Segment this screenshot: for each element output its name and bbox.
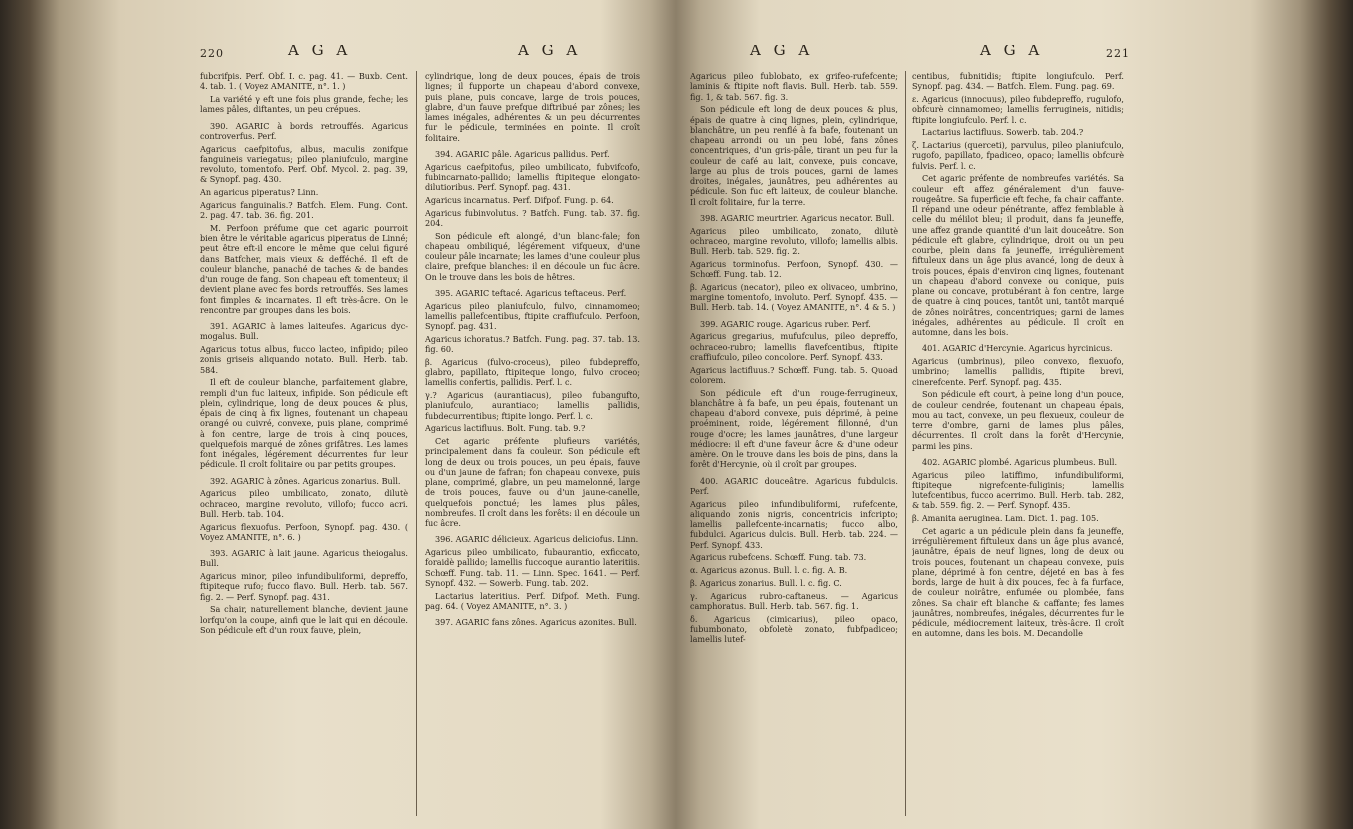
paragraph: Son pédicule eft long de deux pouces & plus, épais de quatre à cinq lignes, plein, cylindrique, blanchâtre, un peu renflé à fa bafe, foutenant un chapeau arrondi ou un peu lobé, fans zônes concentriques, d'un gris-pâle, tirant un peu fur la couleur de café au lait, convexe, puis concave, large au plus de trois pouces, garni de lames droites, inégales, jaunâtres, peu adhérentes au pédicule. Son fuc eft laiteux, de couleur blanche. Il croît folitaire, fur la terre.	[690, 104, 898, 207]
left-column-2	[425, 71, 640, 816]
paragraph: Agaricus totus albus, fucco lacteo, infipido; pileo zonis griseis aliquando notato. Bull. Herb. tab. 584.	[200, 344, 408, 375]
paragraph: Agaricus ichoratus.? Batfch. Fung. pag. 37. tab. 13. fig. 60.	[425, 333, 640, 354]
paragraph: Agaricus fubinvolutus. ? Batfch. Fung. tab. 37. fig. 204.	[425, 207, 640, 228]
paragraph: Agaricus lactifluus. Bolt. Fung. tab. 9.?	[425, 423, 586, 434]
paragraph: Agaricus incarnatus. Perf. Difpof. Fung. p. 64.	[425, 194, 614, 205]
paragraph: Lactarius lateritius. Perf. Difpof. Meth. Fung. pag. 64. ( Voyez AMANITE, n°. 3. )	[425, 590, 640, 611]
paragraph: β. Agaricus zonarius. Bull. l. c. fig. C.	[690, 577, 842, 588]
paragraph: 391. AGARIC à lames laiteufes. Agaricus dyc-mogalus. Bull.	[200, 321, 408, 342]
paragraph: 393. AGARIC à lait jaune. Agaricus theiogalus. Bull.	[200, 548, 408, 569]
paragraph: Agaricus pileo infundibuliformi, rufefcente, aliquando zonis nigris, concentricis infcripto; lamellis pallefcente-incarnatis; fucco albo, fubdulci. Agaricus dulcis. Bull. Herb. tab. 224. — Perf. Synopf. 433.	[690, 498, 898, 550]
paragraph: Agaricus pileo planiufculo, fulvo, cinnamomeo; lamellis pallefcentibus, ftipite craffiufculo. Perfoon, Synopf. pag. 431.	[425, 300, 640, 331]
left-page	[200, 45, 650, 820]
paragraph: Cet agaric a un pédicule plein dans fa jeuneffe, irrégulièrement fiftuleux dans un âge plus avancé, jaunâtre, épais de neuf lignes, long de deux ou trois pouces, foutenant un chapeau convexe, puis plane, déprimé à fon centre, déjeté en bas à fes bords, large de huit à dix pouces, fec à fa furface, de couleur noirâtre, enfumée ou plombée, fans zônes. Sa chair eft blanche & caffante; fes lames jaunâtres, nombreufes, inégales, décurrentes fur le pédicule, médiocrement laiteux, très-âcre. Il croît en automne, dans les bois. M. Decandolle	[912, 525, 1124, 639]
paragraph: β. Amanita aeruginea. Lam. Dict. 1. pag. 105.	[912, 513, 1099, 523]
right-column-2	[912, 71, 1124, 816]
paragraph: 397. AGARIC fans zônes. Agaricus azonites. Bull.	[435, 617, 637, 627]
paragraph: 399. AGARIC rouge. Agaricus ruber. Perf.	[700, 318, 871, 329]
paragraph: 394. AGARIC pâle. Agaricus pallidus. Perf.	[435, 148, 610, 159]
paragraph: cylindrique, long de deux pouces, épais de trois lignes; il fupporte un chapeau d'abord convexe, puis plane, puis concave, large de trois pouces, glabre, d'un fauve prefque diftribué par zônes; les lames inégales, adhérentes & un peu décurrentes fur le pédicule, terminées en pointe. Il croît folitaire.	[425, 71, 640, 143]
paragraph: 390. AGARIC à bords retrouffés. Agaricus controverfus. Perf.	[200, 120, 408, 141]
paragraph: Agaricus caefpitofus, albus, maculis zonifque fanguineis variegatus; pileo planiufculo, margine revoluto, tomentofo. Perf. Obf. Mycol. 2. pag. 39, & Synopf. pag. 430.	[200, 143, 408, 185]
paragraph: ζ. Lactarius (querceti), parvulus, pileo planiufculo, rugofo, papillato, fpadiceo, opaco; lamellis obfcurè fulvis. Perf. l. c.	[912, 140, 1124, 171]
running-title-left-1: A G A	[288, 45, 352, 59]
paragraph: 396. AGARIC délicieux. Agaricus deliciofus. Linn.	[435, 534, 639, 545]
paragraph: Agaricus pileo umbilicato, zonato, dilutè ochraceo, margine revoluto, villofo; fucco acri. Bull. Herb. tab. 104.	[200, 488, 408, 519]
paragraph: 398. AGARIC meurtrier. Agaricus necator. Bull.	[700, 212, 895, 223]
paragraph: 402. AGARIC plombé. Agaricus plumbeus. Bull.	[922, 456, 1118, 467]
column-divider-right	[905, 71, 906, 816]
page-header-right	[690, 45, 1130, 67]
paragraph: Agaricus pileo fublobato, ex grifeo-rufefcente; laminis & ftipite noft flavis. Bull. Herb. tab. 559. fig. 1, & tab. 567. fig. 3.	[690, 71, 898, 102]
paragraph: Agaricus caefpitofus, pileo umbilicato, fubvifcofo, fubincarnato-pallido; lamellis ftipiteque elongato-dilutioribus. Perf. Synopf. pag. 431.	[425, 161, 640, 192]
paragraph: Agaricus flexuofus. Perfoon, Synopf. pag. 430. ( Voyez AMANITE, n°. 6. )	[200, 521, 408, 542]
paragraph: Agaricus pileo latiffimo, infundibuliformi, ftipiteque nigrefcente-fuliginis; lamellis lutefcentibus, fucco acerrimo. Bull. Herb. tab. 282, & tab. 559. fig. 2. — Perf. Synopf. 435.	[912, 469, 1124, 511]
left-column-1	[200, 71, 408, 816]
paragraph: Agaricus gregarius, mufufculus, pileo depreffo, ochraceo-rubro; lamellis flavefcentibus, ftipite craffiufculo, pileo concolore. Perf. Synopf. 433.	[690, 331, 898, 362]
page-number-right: 221	[1106, 47, 1130, 60]
paragraph: α. Agaricus azonus. Bull. l. c. fig. A. B.	[690, 565, 848, 575]
paragraph: Agaricus (umbrinus), pileo convexo, flexuofo, umbrino; lamellis pallidis, ftipite brevi, cinerefcente. Perf. Synopf. pag. 435.	[912, 356, 1124, 387]
paragraph: γ. Agaricus rubro-caftaneus. — Agaricus camphoratus. Bull. Herb. tab. 567. fig. 1.	[690, 590, 898, 611]
running-title-right-1: A G A	[750, 45, 814, 59]
paragraph: ε. Agaricus (innocuus), pileo fubdepreffo, rugulofo, obfcurè cinnamomeo; lamellis ferrugineis, nitidis; ftipite longiufculo. Perf. l. c.	[912, 94, 1124, 125]
running-title-left-2: A G A	[518, 45, 582, 59]
column-divider-left	[416, 71, 417, 816]
right-column-1	[690, 71, 898, 816]
paragraph: Agaricus lactifluus.? Schœff. Fung. tab. 5. Quoad colorem.	[690, 364, 898, 385]
paragraph: La variété γ eft une fois plus grande, feche; les lames pâles, diftantes, un peu crépues.	[200, 94, 408, 115]
paragraph: fubcrifpis. Perf. Obf. I. c. pag. 41. — Buxb. Cent. 4. tab. 1. ( Voyez AMANITE, n°. 1. )	[200, 71, 408, 92]
paragraph: centibus, fubnitidis; ftipite longiufculo. Perf. Synopf. pag. 434. — Batfch. Elem. Fung. pag. 69.	[912, 71, 1124, 92]
right-page	[690, 45, 1130, 820]
paragraph: 395. AGARIC teftacé. Agaricus teftaceus. Perf.	[435, 287, 627, 298]
paragraph: M. Perfoon préfume que cet agaric pourroit bien être le véritable agaricus piperatus de Linné; peut être eft-il encore le même que celui figuré dans Batfcher, mais vieux & defféché. Il eft de couleur blanche, panaché de taches & de bandes d'un rouge de fang. Son chapeau eft tomenteux; il devient plane avec fes bords retrouffés. Ses lames font fimples & incarnates. Il eft très-âcre. On le rencontre par groupes dans les bois.	[200, 222, 408, 315]
paragraph: Lactarius lactifluus. Sowerb. tab. 204.?	[922, 127, 1084, 138]
page-header-left	[200, 45, 650, 67]
paragraph: β. Agaricus (fulvo-croceus), pileo fubdepreffo, glabro, papillato, ftipiteque longo, fulvo croceo; lamellis confertis, pallidis. Perf. l. c.	[425, 356, 640, 388]
paragraph: Son pédicule eft alongé, d'un blanc-fale; fon chapeau ombiliqué, légérement vifqueux, d'une couleur pâle incarnate; les lames d'une couleur plus claire, prefque blanches: il en découle un fuc âcre. On le trouve dans les bois de hêtres.	[425, 230, 640, 282]
page-number-left: 220	[200, 47, 224, 60]
paragraph: 392. AGARIC à zônes. Agaricus zonarius. Bull.	[210, 475, 401, 486]
paragraph: Agaricus pileo umbilicato, fubaurantio, exficcato, foraidè pallido; lamellis fuccoque aurantio lateritiis. Schœff. Fung. tab. 11. — Linn. Spec. 1641. — Perf. Synopf. 432. — Sowerb. Fung. tab. 202.	[425, 547, 640, 588]
paragraph: Son pédicule eft court, à peine long d'un pouce, de couleur cendrée, foutenant un chapeau épais, mou au tact, convexe, un peu flexueux, couleur de terre d'ombre, garni de lames plus pâles, décurrentes. Il croît dans la forêt d'Hercynie, parmi les pins.	[912, 389, 1124, 451]
paragraph: Agaricus minor, pileo infundibuliformi, depreffo, ftipiteque rufo; fucco flavo. Bull. Herb. tab. 567. fig. 2. — Perf. Synopf. pag. 431.	[200, 571, 408, 602]
running-title-right-2: A G A	[980, 45, 1044, 59]
paragraph: 400. AGARIC douceâtre. Agaricus fubdulcis. Perf.	[690, 475, 898, 496]
paragraph: Agaricus rubefcens. Schœff. Fung. tab. 73.	[690, 552, 867, 563]
paragraph: Cet agaric préfente plufieurs variétés, principalement dans fa couleur. Son pédicule eft long de deux ou trois pouces, un peu épais, fauve ou d'un jaune de fafran; fon chapeau convexe, puis plane, comprimé, glabre, un peu mamelonné, large de trois pouces, fauve ou d'un jaune-canelle, quelquefois ponctué; les lames plus pâles, nombreufes. Il croît dans les forêts: il en découle un fuc âcre.	[425, 436, 640, 528]
paragraph: Il eft de couleur blanche, parfaitement glabre, rempli d'un fuc laiteux, infipide. Son pédicule eft plein, cylindrique, long de deux pouces & plus, épais de cinq à fix lignes, foutenant un chapeau orangé ou cuivré, convexe, puis plane, comprimé à fon centre, large de trois à cinq pouces, quelquefois marqué de zônes grifâtres. Les lames font inégales, légérement décurrentes fur leur pédicule. Il croît folitaire ou par petits groupes.	[200, 377, 408, 470]
paragraph: Agaricus fanguinalis.? Batfch. Elem. Fung. Cont. 2. pag. 47. tab. 36. fig. 201.	[200, 199, 408, 220]
paragraph: Agaricus pileo umbilicato, zonato, dilutè ochraceo, margine revoluto, villofo; lamellis albis. Bull. Herb. tab. 529. fig. 2.	[690, 225, 898, 256]
paragraph: Agaricus torminofus. Perfoon, Synopf. 430. — Schœff. Fung. tab. 12.	[690, 258, 898, 279]
paragraph: An agaricus piperatus? Linn.	[200, 187, 319, 197]
paragraph: β. Agaricus (necator), pileo ex olivaceo, umbrino, margine tomentofo, involuto. Perf. Synopf. 435. — Bull. Herb. tab. 14. ( Voyez AMANITE, n°. 4 & 5. )	[690, 281, 898, 313]
paragraph: Sa chair, naturellement blanche, devient jaune lorfqu'on la coupe, ainfi que le lait qui en découle. Son pédicule eft d'un roux fauve, plein,	[200, 604, 408, 635]
paragraph: γ.? Agaricus (aurantiacus), pileo fubangufto, planiufculo, aurantiaco; lamellis pallidis, fubdecurrentibus; ftipite longo. Perf. l. c.	[425, 390, 640, 421]
paragraph: Son pédicule eft d'un rouge-ferrugineux, blanchâtre à fa bafe, un peu épais, foutenant un chapeau d'abord convexe, puis déprimé, à peine proéminent, roide, légérement fillonné, d'un rouge d'ocre; les lames jaunâtres, d'une largeur médiocre: il eft d'une faveur âcre & d'une odeur amère. On le trouve dans les bois de pins, dans la forêt d'Hercynie, où il croît par groupes.	[690, 387, 898, 470]
paragraph: 401. AGARIC d'Hercynie. Agaricus hyrcinicus.	[922, 343, 1113, 354]
paragraph: Cet agaric préfente de nombreufes variétés. Sa couleur eft affez généralement d'un fauve-rougeâtre. Sa fuperficie eft feche, fa chair caffante. Il répand une odeur pénétrante, affez femblable à celle du mélilot bleu; il produit, dans fa jeuneffe, une affez grande quantité d'un lait douceâtre. Son pédicule eft glabre, cylindrique, droit ou un peu courbe, plein dans fa jeuneffe, irrégulièrement fiftuleux dans un âge plus avancé, long de deux à trois pouces, épais d'environ cinq lignes, foutenant un chapeau d'abord convexe ou conique, puis plane ou concave, protubérant à fon centre, large de quatre à cinq pouces, tantôt uni, tantôt marqué de zônes noirâtres, concentriques; garni de lames inégales, adhérentes au pédicule. Il croît en automne, dans les bois.	[912, 173, 1124, 337]
paragraph: δ. Agaricus (cimicarius), pileo opaco, fubumbonato, obfoletè zonato, fubfpadiceo; lamellis lutef-	[690, 613, 898, 644]
